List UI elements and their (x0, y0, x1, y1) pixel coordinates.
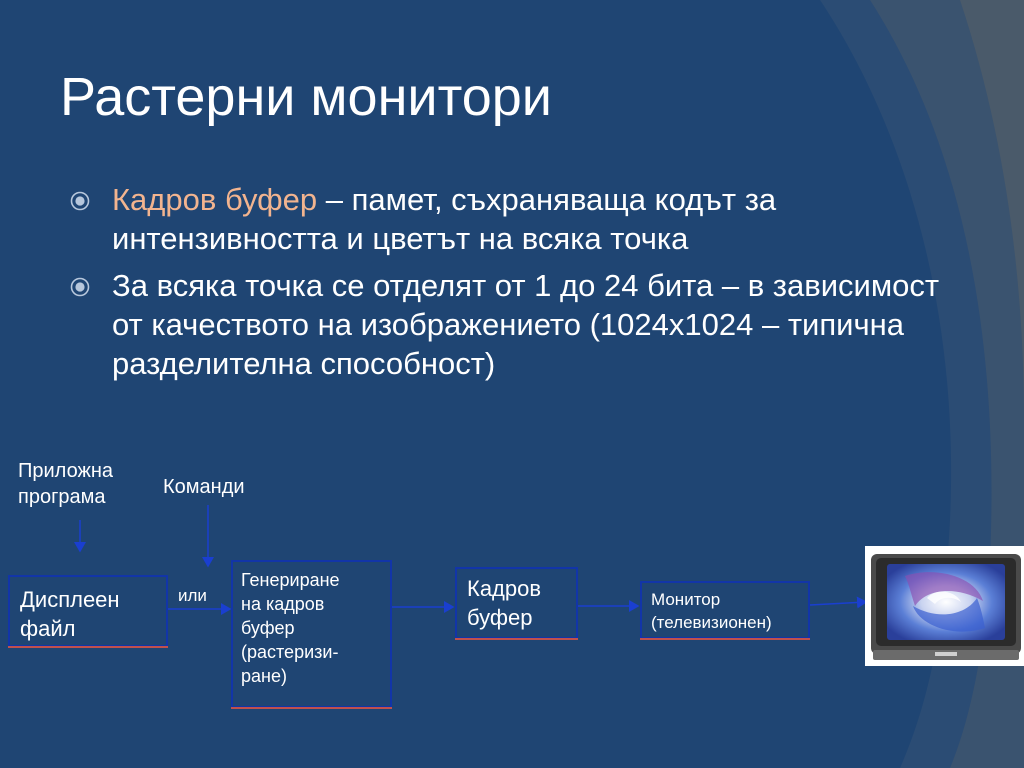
generate-line: Генериране (241, 570, 340, 590)
generate-line: буфер (241, 618, 295, 638)
bullet-item (70, 266, 970, 383)
box-underline (455, 638, 578, 640)
frame-buffer-box (455, 567, 578, 639)
monitor-box (640, 581, 810, 639)
frame-buffer-line: Кадров (467, 576, 542, 601)
generate-line: (растеризи- (241, 642, 339, 662)
frame-buffer-line: буфер (467, 605, 533, 630)
bullet-text: – памет, съхраняваща кодът за интензивността и цветът на всяка точка (112, 182, 777, 256)
frame-buffer-term: Кадров буфер (112, 182, 318, 217)
generate-frame-buffer-box (231, 560, 392, 708)
bullet-circle-icon (70, 277, 90, 297)
bullet-circle-icon (70, 191, 90, 211)
bullet-list (70, 180, 970, 391)
or-label: или (178, 586, 207, 605)
display-file-box (8, 575, 168, 647)
box-underline (640, 638, 810, 640)
monitor-line: (телевизионен) (651, 613, 772, 632)
app-program-line: Приложна (18, 460, 114, 482)
commands-label: Команди (163, 476, 245, 498)
slide-title: Растерни монитори (60, 67, 552, 127)
generate-line: на кадров (241, 594, 325, 614)
tv-monitor-icon (865, 546, 1024, 666)
app-program-label (18, 458, 113, 510)
bullet-text: За всяка точка се отделят от 1 до 24 бита – в зависимост от качеството на изображението (1024x1024 – типична разделителна способност) (112, 268, 940, 381)
generate-line: ране) (241, 666, 287, 686)
display-file-line: файл (20, 616, 76, 641)
box-underline (8, 646, 168, 648)
app-program-line: програма (18, 486, 106, 508)
display-file-line: Дисплеен (20, 587, 120, 612)
bullet-item (70, 180, 970, 258)
box-underline (231, 707, 392, 709)
monitor-line: Монитор (651, 590, 721, 609)
